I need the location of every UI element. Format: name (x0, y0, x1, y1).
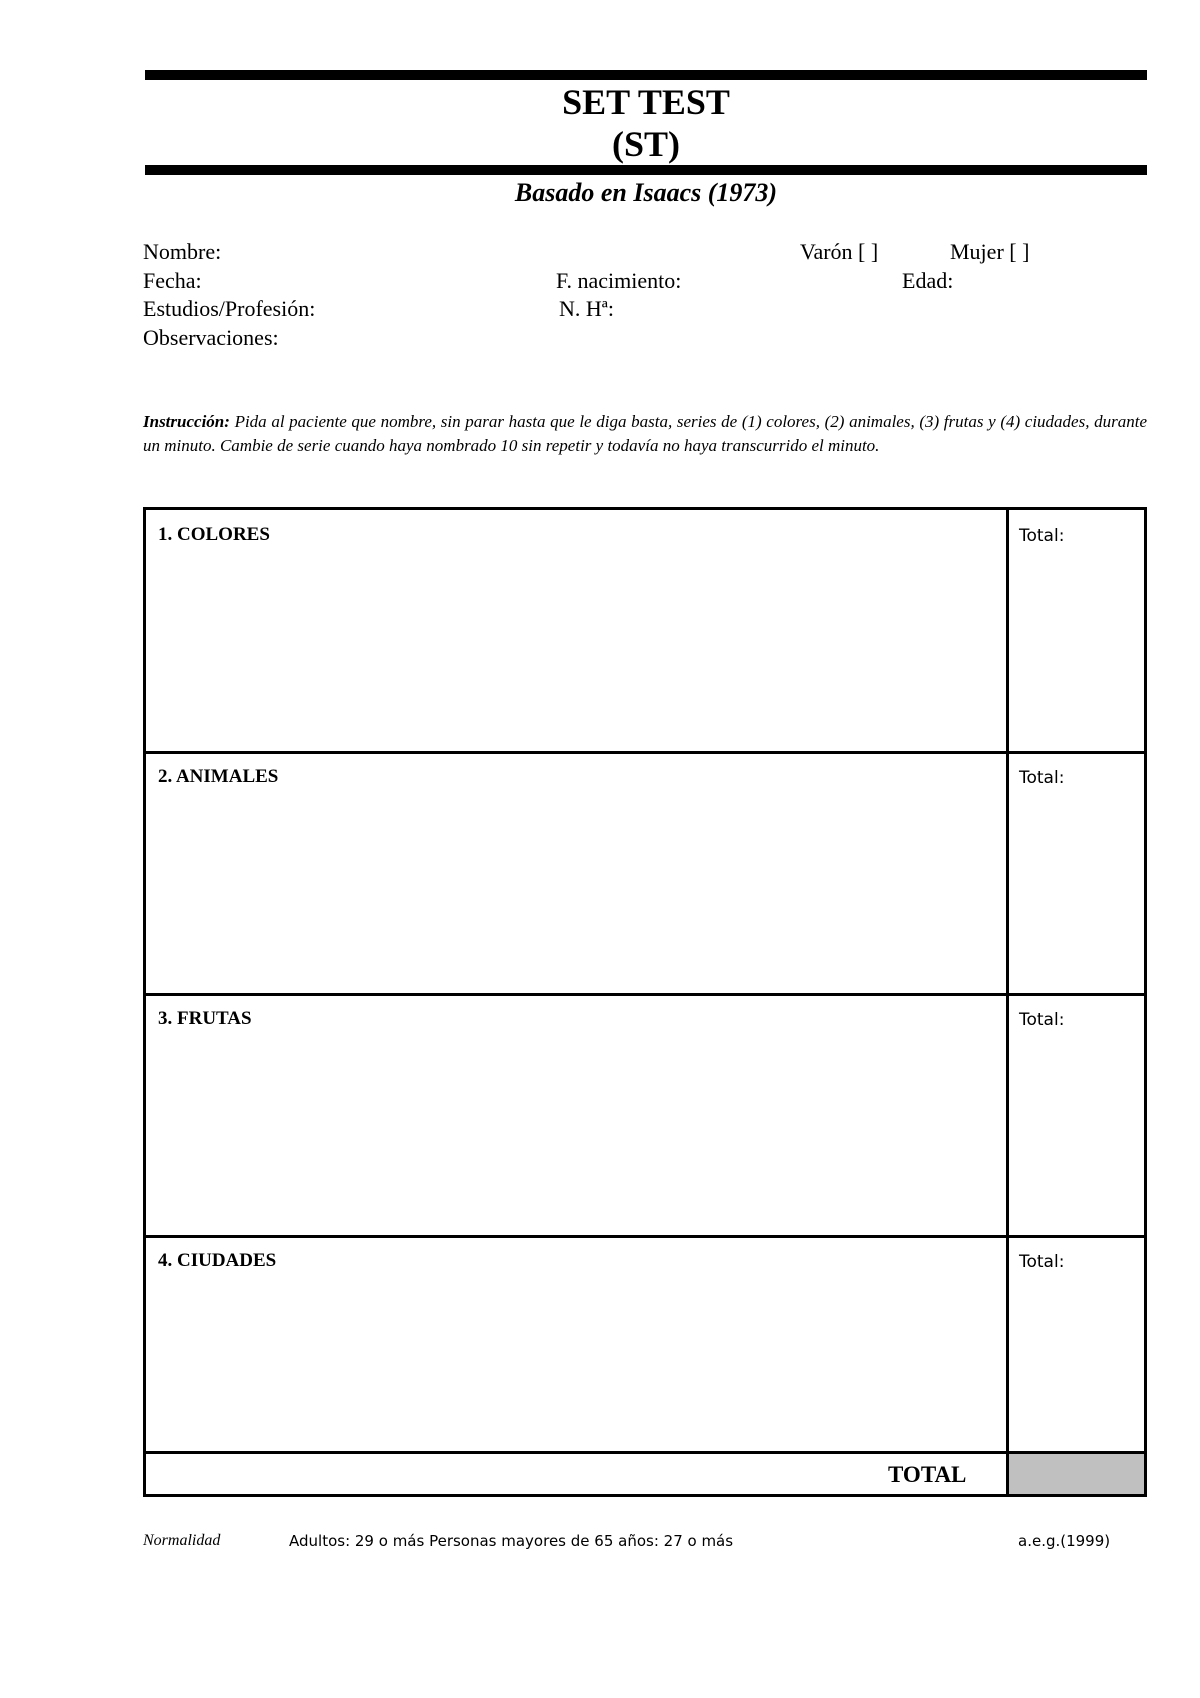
grand-total-box[interactable] (1009, 1454, 1144, 1494)
historia-field[interactable]: N. Hª: (559, 296, 614, 321)
section-total-ciudades[interactable]: Total: (1019, 1252, 1065, 1272)
estudios-field[interactable]: Estudios/Profesión: (143, 296, 316, 321)
grid-divider (1006, 510, 1009, 1494)
section-total-animales[interactable]: Total: (1019, 768, 1065, 788)
grid-row-line (146, 751, 1144, 754)
mujer-checkbox[interactable]: Mujer [ ] (950, 239, 1030, 264)
grid-row-line (146, 1235, 1144, 1238)
edad-field[interactable]: Edad: (902, 268, 954, 293)
section-label-ciudades: 4. CIUDADES (158, 1250, 277, 1271)
grid-row-line (146, 1451, 1144, 1454)
section-label-animales: 2. ANIMALES (158, 766, 279, 787)
answer-grid (143, 507, 1147, 1497)
page-title: SET TEST (562, 82, 730, 122)
top-rule (145, 70, 1147, 80)
nacimiento-field[interactable]: F. nacimiento: (556, 268, 682, 293)
section-total-colores[interactable]: Total: (1019, 526, 1065, 546)
nombre-field[interactable]: Nombre: (143, 239, 222, 264)
grid-row-line (146, 993, 1144, 996)
instructions-label: Instrucción: (143, 412, 230, 431)
varon-checkbox[interactable]: Varón [ ] (800, 239, 879, 264)
section-total-frutas[interactable]: Total: (1019, 1010, 1065, 1030)
page-title-abbrev: (ST) (611, 124, 680, 164)
page-subtitle: Basado en Isaacs (1973) (514, 178, 778, 207)
normality-text: Adultos: 29 o más Personas mayores de 65 años: 27 o más (289, 1532, 734, 1550)
instructions (143, 410, 1147, 458)
instructions-text: Pida al paciente que nombre, sin parar hasta que le diga basta, series de (1) colores, (2) animales, (3) frutas y (4) ciudades, durante un minuto. Cambie de serie cuando haya nombrado 10 sin repetir y todavía no haya transcurrido el minuto. (143, 412, 1147, 455)
credit: a.e.g.(1999) (1018, 1532, 1111, 1550)
bottom-rule (145, 165, 1147, 175)
section-label-frutas: 3. FRUTAS (158, 1008, 252, 1029)
normality-label: Normalidad (143, 1532, 221, 1549)
fecha-field[interactable]: Fecha: (143, 268, 202, 293)
observaciones-field[interactable]: Observaciones: (143, 325, 279, 350)
section-label-colores: 1. COLORES (158, 524, 270, 545)
grand-total-label: TOTAL (888, 1462, 967, 1487)
